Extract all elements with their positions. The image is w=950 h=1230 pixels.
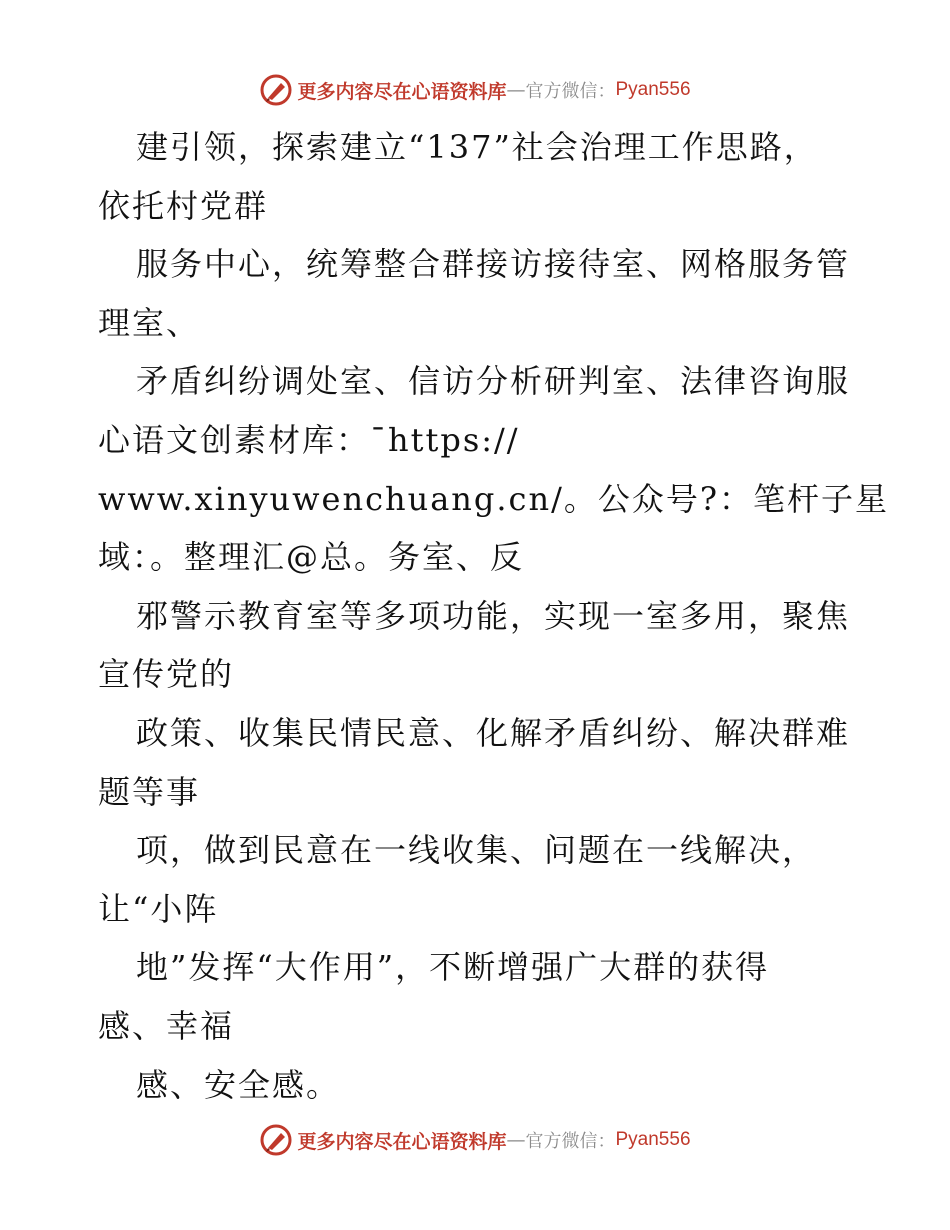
text-line: 心语文创素材库：¯https:// bbox=[98, 420, 520, 459]
text-line: 题等事 bbox=[98, 772, 201, 811]
banner-title: 更多内容尽在心语资料库 bbox=[297, 1130, 507, 1153]
text-line: 地”发挥“大作用”，不断增强广大群的获得 bbox=[136, 948, 770, 987]
banner-wechat-id: Pyan556 bbox=[615, 79, 691, 100]
text-line: 建引领，探索建立“137”社会治理工作思路， bbox=[136, 128, 818, 166]
text-line: 感、幸福 bbox=[98, 1006, 235, 1045]
text-line: 域：。整理汇@总。务室、反 bbox=[98, 538, 525, 577]
text-line: 感、安全感。 bbox=[136, 1065, 341, 1104]
text-line: 矛盾纠纷调处室、信访分析研判室、法律咨询服 bbox=[136, 362, 851, 401]
text-line: 依托村党群 bbox=[98, 186, 269, 225]
banner-wechat-id: Pyan556 bbox=[615, 1129, 691, 1150]
text-line: 理室、 bbox=[98, 303, 201, 342]
pen-logo-icon bbox=[259, 73, 293, 107]
banner-separator: — bbox=[506, 1129, 526, 1151]
header-banner bbox=[0, 70, 950, 110]
text-line: 邪警示教育室等多项功能，实现一室多用，聚焦 bbox=[136, 596, 851, 635]
footer-banner bbox=[0, 1120, 950, 1160]
text-line: 宣传党的 bbox=[98, 655, 235, 694]
banner-wechat-label: 官方微信： bbox=[525, 1131, 616, 1152]
banner-title: 更多内容尽在心语资料库 bbox=[297, 80, 507, 103]
banner-wechat-label: 官方微信： bbox=[525, 81, 616, 102]
pen-logo-icon bbox=[259, 1123, 293, 1157]
text-line: 服务中心，统筹整合群接访接待室、网格服务管 bbox=[136, 245, 851, 284]
document-body bbox=[98, 118, 890, 1114]
text-line: 项，做到民意在一线收集、问题在一线解决， bbox=[136, 831, 817, 870]
text-line: 政策、收集民情民意、化解矛盾纠纷、解决群难 bbox=[136, 713, 851, 752]
banner-separator: — bbox=[506, 79, 526, 101]
text-line: www.xinyuwenchuang.cn/。公众号?：笔杆子星 bbox=[98, 479, 890, 518]
text-line: 让“小阵 bbox=[98, 889, 219, 928]
